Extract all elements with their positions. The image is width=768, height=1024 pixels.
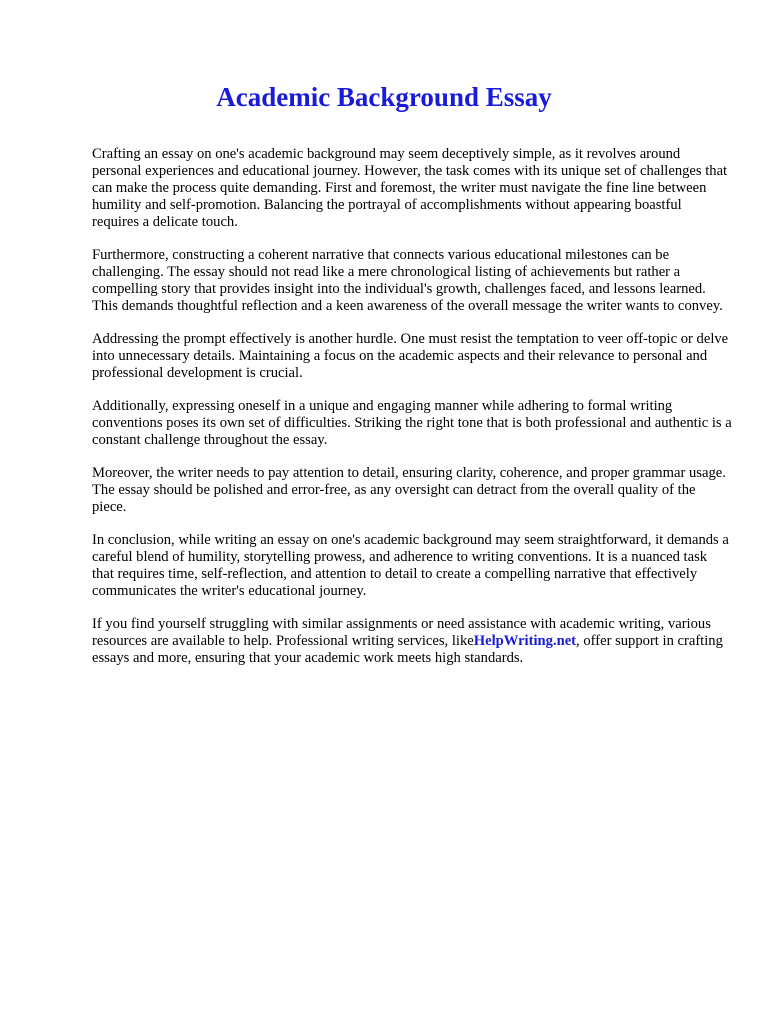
essay-body — [92, 146, 732, 667]
paragraph: Addressing the prompt effectively is another hurdle. One must resist the temptation to veer off-topic or delve into unnecessary details. Maintaining a focus on the academic aspects and their relevance to personal and professional development is crucial. — [92, 331, 729, 381]
paragraph: Furthermore, constructing a coherent narrative that connects various educational milestones can be challenging. The essay should not read like a mere chronological listing of achievements but rather a compelling story that provides insight into the individual's growth, challenges faced, and lessons learned. This demands thoughtful reflection and a keen awareness of the overall message the writer wants to convey. — [92, 247, 723, 314]
closing-text-before-link: If you find yourself struggling with similar assignments or need assistance with academic writing, various resources are available to help. Professional writing services, like — [92, 616, 711, 649]
closing-text-after-link: , offer support in crafting essays and more, ensuring that your academic work meets high standards. — [92, 633, 723, 666]
closing-paragraph — [92, 616, 732, 667]
paragraph: In conclusion, while writing an essay on one's academic background may seem straightforward, it demands a careful blend of humility, storytelling prowess, and adherence to writing conventions. It is a nuanced task that requires time, self-reflection, and attention to detail to create a compelling narrative that effectively communicates the writer's educational journey. — [92, 532, 729, 599]
page-title: Academic Background Essay — [216, 82, 552, 112]
paragraph: Moreover, the writer needs to pay attention to detail, ensuring clarity, coherence, and proper grammar usage. The essay should be polished and error-free, as any oversight can detract from the overall quality of the piece. — [92, 465, 726, 515]
paragraph: Crafting an essay on one's academic background may seem deceptively simple, as it revolves around personal experiences and educational journey. However, the task comes with its unique set of challenges that can make the process quite demanding. First and foremost, the writer must navigate the fine line between humility and self-promotion. Balancing the portrayal of accomplishments without appearing boastful requires a delicate touch. — [92, 146, 728, 230]
paragraph: Additionally, expressing oneself in a unique and engaging manner while adhering to formal writing conventions poses its own set of difficulties. Striking the right tone that is both professional and authentic is a constant challenge throughout the essay. — [92, 398, 732, 448]
helpwriting-link[interactable]: HelpWriting.net — [473, 633, 577, 649]
